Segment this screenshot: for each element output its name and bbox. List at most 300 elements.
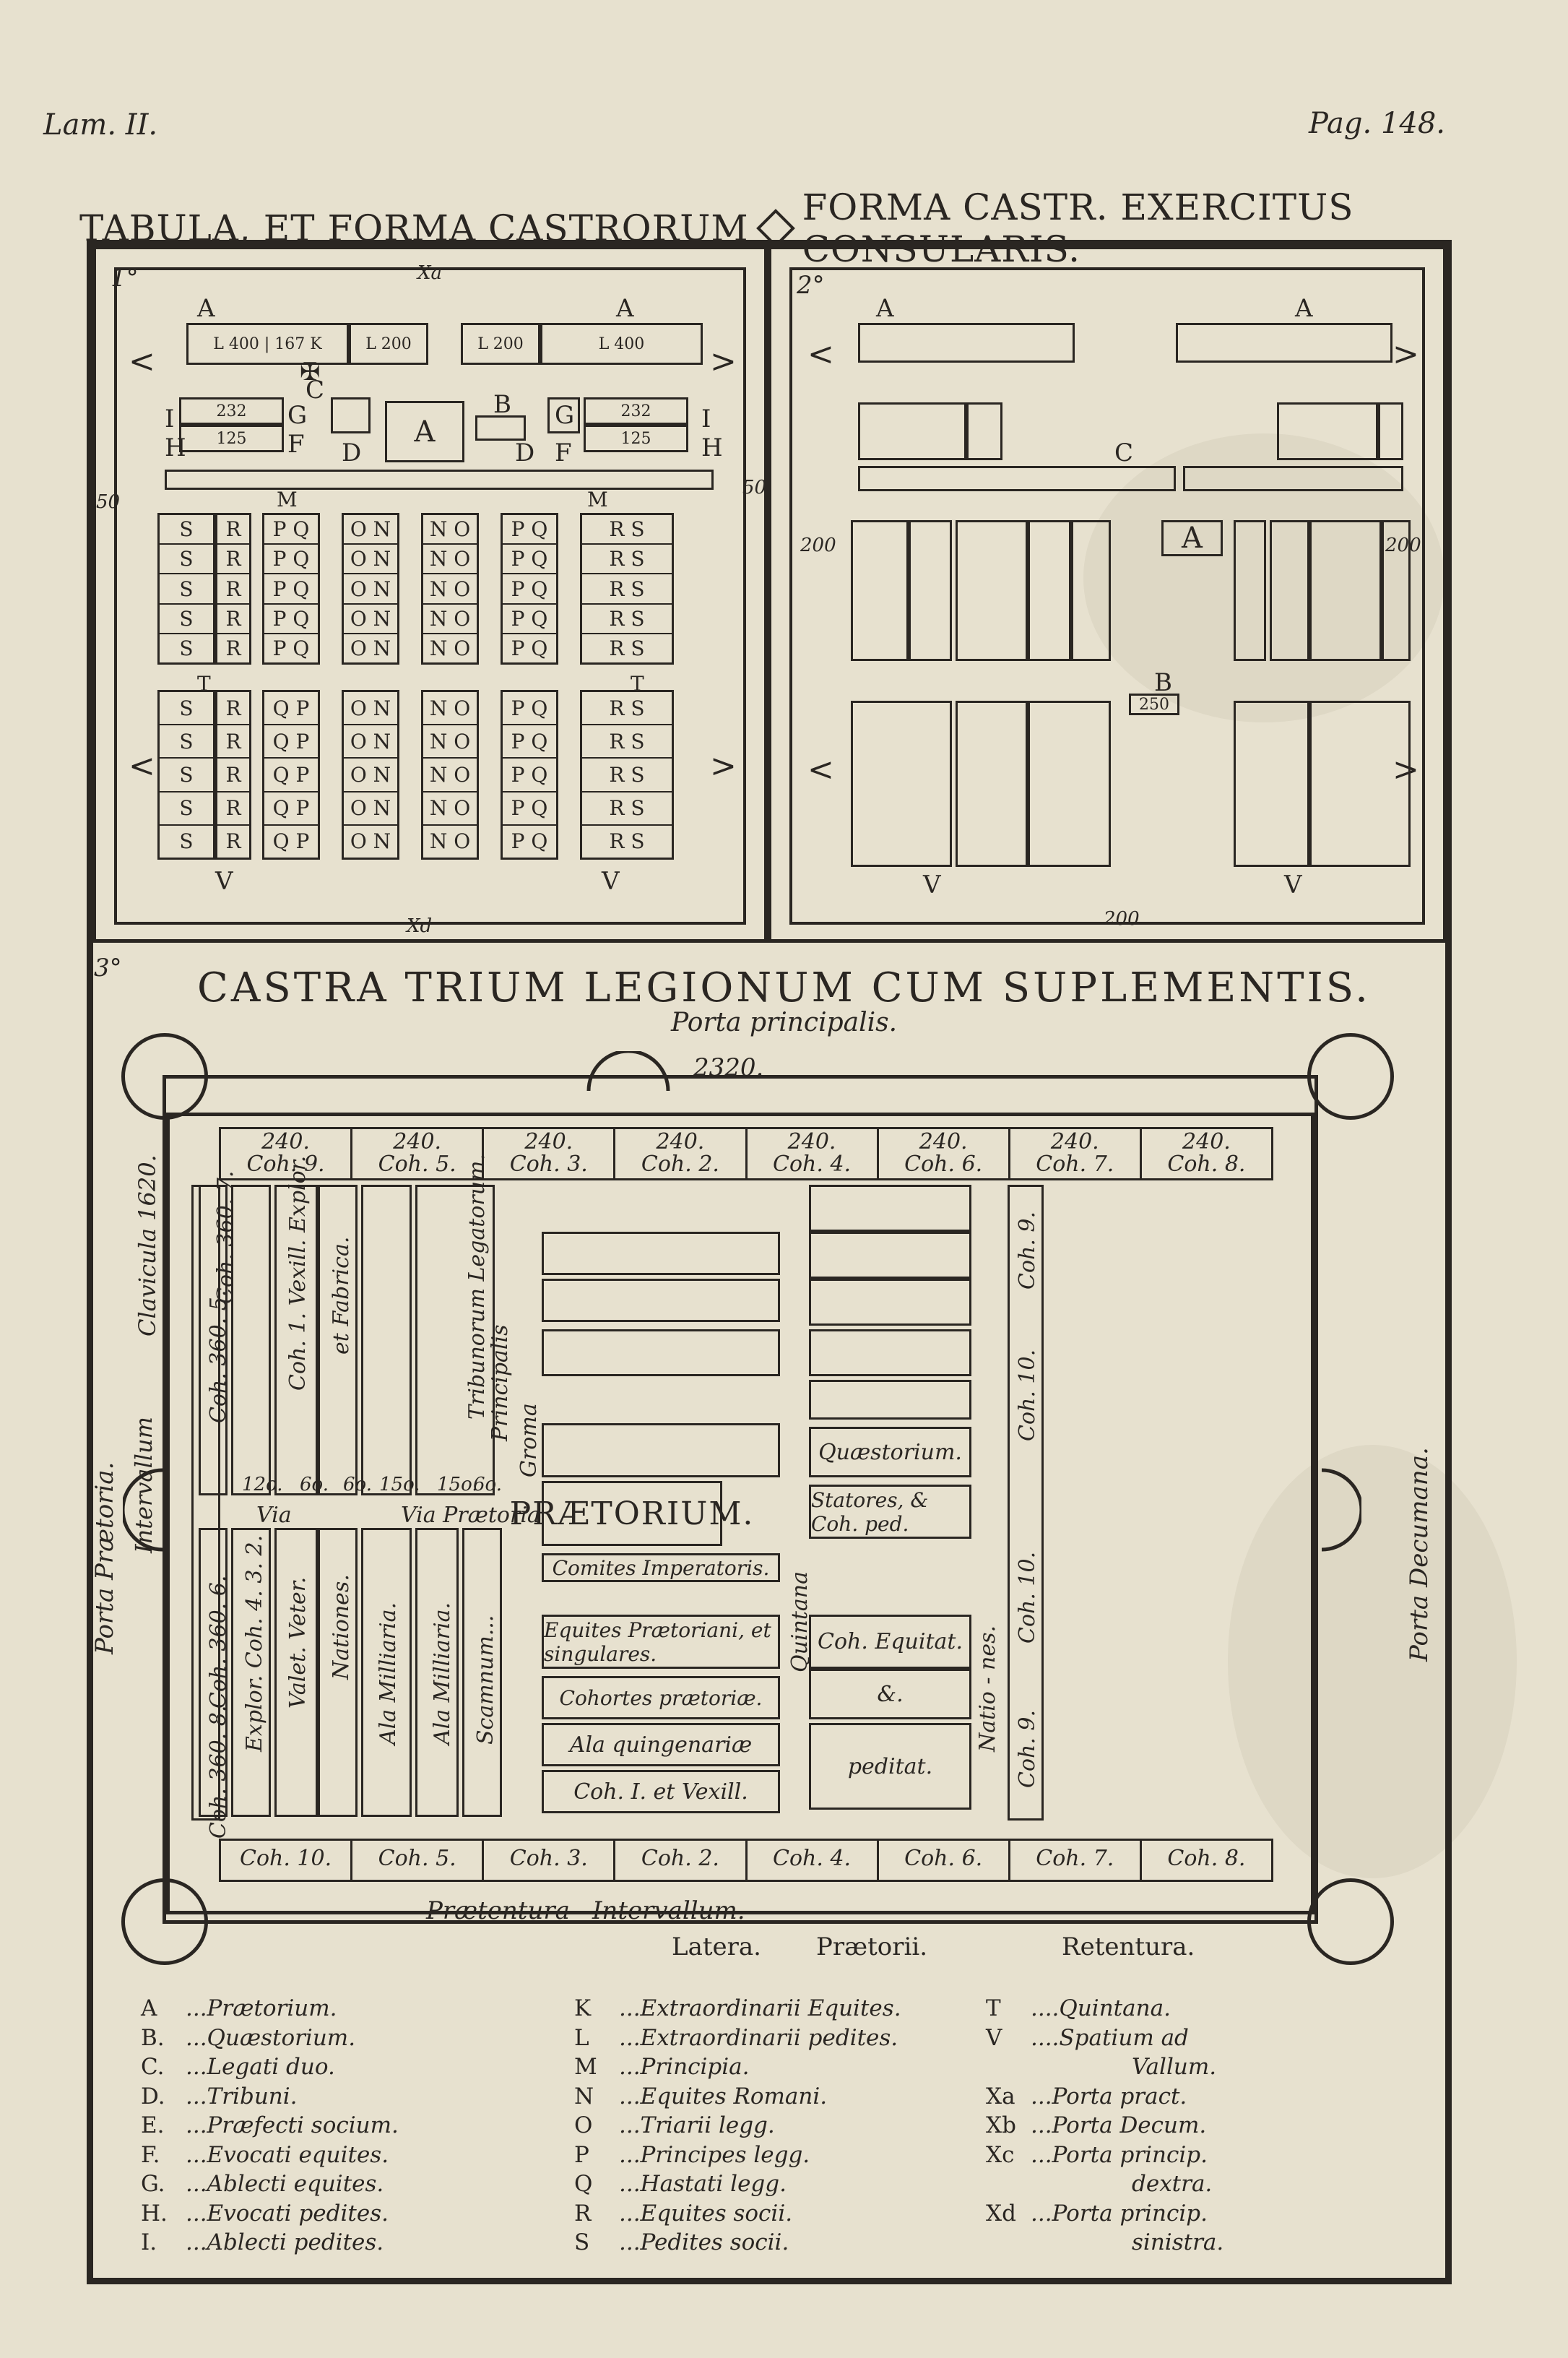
- clavicula-label: Clavicula 1620.: [134, 1154, 161, 1336]
- tent-block: 232: [179, 397, 284, 425]
- legend-value: ...Prætorium.: [186, 1995, 337, 2021]
- tent-block: 232: [584, 397, 688, 425]
- legend-value: ...Extraordinarii Equites.: [619, 1995, 901, 2021]
- title-left: TABULA, ET FORMA CASTRORUM: [79, 207, 749, 249]
- legend-row: [574, 2169, 901, 2199]
- cell: O N: [344, 515, 397, 545]
- panel-2: [768, 246, 1447, 943]
- legend-row: [986, 2169, 1223, 2199]
- legend-row: [141, 2228, 399, 2258]
- vertical-label: Coh. 9.: [1015, 1709, 1040, 1788]
- cell: R S: [582, 574, 672, 604]
- letter-a: A: [197, 294, 215, 323]
- legend-row: [141, 2052, 399, 2082]
- legend-value: ...Tribuni.: [186, 2083, 298, 2109]
- cell: N O: [423, 605, 477, 634]
- legend-key: D.: [141, 2083, 165, 2109]
- arrow-left-icon: <: [129, 748, 155, 785]
- legend-row: [986, 2111, 1223, 2141]
- legend-value: ...Hastati legg.: [619, 2171, 787, 2197]
- legend-key: [986, 2228, 1031, 2258]
- legend-value: ...Legati duo.: [186, 2054, 335, 2080]
- vertical-label: Coh. 360. 7.: [213, 1170, 238, 1304]
- letter-c: C: [306, 376, 325, 405]
- cohort-cell: [221, 1841, 352, 1880]
- legend-value: ...Ablecti equites.: [186, 2171, 384, 2197]
- cell: P Q: [503, 545, 556, 574]
- cohort-cell: [879, 1841, 1010, 1880]
- legend-row: [574, 2199, 901, 2229]
- legend-value: ...Porta princip.: [1031, 2200, 1208, 2227]
- letter-v: V: [1284, 871, 1302, 899]
- legend-key: [986, 2052, 1031, 2082]
- letter-b: B: [1154, 668, 1172, 697]
- cell: N O: [423, 793, 477, 826]
- cell: P Q: [503, 605, 556, 634]
- tent-block: [858, 402, 966, 460]
- panel-2-label: 2°: [797, 271, 825, 300]
- cell: P Q: [503, 574, 556, 604]
- praetorii-label: Prætorii.: [816, 1932, 928, 1961]
- legend-value: ...Ablecti pedites.: [186, 2229, 384, 2255]
- cohort-size: 240.: [1182, 1129, 1231, 1154]
- extraordinarii-block-left: L 400 | 167 K: [186, 323, 349, 365]
- porta-decumana-label: Porta Decumana.: [1405, 1447, 1434, 1662]
- letter-a: A: [616, 294, 634, 323]
- equites-praetoriani-block: Equites Prætoriani, et singulares.: [542, 1615, 780, 1669]
- cross-icon: ✠: [300, 358, 321, 386]
- vertical-label: Explor. Coh. 4. 3. 2.: [242, 1534, 267, 1752]
- title-right: FORMA CASTR. EXERCITUS CONSULARIS.: [802, 186, 1354, 270]
- via-label: Via: [256, 1503, 292, 1528]
- legend-key: I.: [141, 2229, 157, 2255]
- vertical-label: Coh. 9.: [1015, 1211, 1040, 1290]
- cell: Q P: [264, 692, 318, 725]
- corner-bastion: [1307, 1033, 1394, 1120]
- legend-row: [986, 1994, 1223, 2024]
- panel-3-label: 3°: [94, 954, 122, 982]
- cohort-cell: [1142, 1841, 1271, 1880]
- legion-col: [262, 690, 320, 860]
- legend-row: [141, 2024, 399, 2053]
- legion-col: [580, 690, 674, 860]
- legend-key: E.: [141, 2112, 165, 2138]
- cohort-name: Coh. 2.: [641, 1846, 719, 1871]
- legend-row: [141, 2082, 399, 2112]
- vertical-label: Natio - nes.: [975, 1625, 1000, 1752]
- legend-value: ...Triarii legg.: [619, 2112, 775, 2138]
- legend-key: Xa: [986, 2083, 1015, 2109]
- cell: R S: [582, 759, 672, 792]
- cell: R: [217, 515, 249, 545]
- legend-key: B.: [141, 2024, 165, 2051]
- cell: O N: [344, 545, 397, 574]
- legend-key: N: [574, 2083, 594, 2109]
- cell: R: [217, 725, 249, 759]
- legend-value: ...Quæstorium.: [186, 2024, 356, 2051]
- cell: Q P: [264, 725, 318, 759]
- arrow-right-icon: >: [1392, 336, 1419, 373]
- coh-vexill-block: Coh. I. et Vexill.: [542, 1770, 780, 1813]
- letter-d: D: [515, 439, 535, 467]
- cell: R: [217, 759, 249, 792]
- vertical-label: Tribunorum Legatorum.: [464, 1153, 490, 1420]
- legion-col: [501, 690, 558, 860]
- and-block: &.: [809, 1669, 971, 1719]
- cell: R S: [582, 605, 672, 634]
- vertical-label: Ala Milliaria.: [376, 1602, 401, 1745]
- legion-col: [215, 513, 251, 665]
- letter-g: G: [555, 401, 575, 430]
- cell: S: [160, 793, 213, 826]
- cell: R: [217, 692, 249, 725]
- letter-v: V: [215, 867, 233, 896]
- right-block: [809, 1185, 971, 1232]
- cell: O N: [344, 793, 397, 826]
- retentura-label: Retentura.: [1062, 1932, 1195, 1961]
- measure: 200: [1385, 535, 1421, 556]
- cell: O N: [344, 725, 397, 759]
- letter-v: V: [923, 871, 941, 899]
- arrow-right-icon: >: [710, 343, 737, 380]
- legend-key: L: [574, 2024, 589, 2051]
- legend-value: ...Evocati pedites.: [186, 2200, 389, 2227]
- via-praetoria-label: Via Prætoria: [401, 1503, 540, 1528]
- cell: P Q: [503, 759, 556, 792]
- legend-row: [141, 1994, 399, 2024]
- letter-m: M: [587, 488, 608, 511]
- center-block: [542, 1329, 780, 1376]
- camp-column: [1309, 701, 1411, 867]
- vertical-label: Scamnum...: [473, 1615, 498, 1745]
- letter-m: M: [277, 488, 298, 511]
- legion-col: [157, 513, 215, 665]
- camp-column: [851, 701, 952, 867]
- panel-3-title: CASTRA TRIUM LEGIONUM CUM SUPLEMENTIS.: [197, 964, 1371, 1011]
- legend-key: Xc: [986, 2141, 1015, 2168]
- cell: Q P: [264, 759, 318, 792]
- cohort-row-bottom: [219, 1839, 1273, 1882]
- gate-arc: [1318, 1467, 1361, 1553]
- cell: O N: [350, 636, 391, 660]
- vertical-label: Coh. 1. Vexill. Explor.: [285, 1155, 311, 1391]
- cohort-size: 240.: [1050, 1129, 1099, 1154]
- legend-key: O: [574, 2112, 593, 2138]
- measure: 50: [96, 491, 121, 513]
- camp-column: [851, 520, 909, 661]
- cohort-cell: [615, 1841, 747, 1880]
- panel-1-label: 1°: [111, 264, 139, 293]
- cohort-name: Coh. 10.: [240, 1846, 332, 1871]
- cohort-name: Coh. 6.: [904, 1846, 983, 1871]
- legend-value: ...Principes legg.: [619, 2141, 810, 2168]
- legend-key: T: [986, 1995, 1001, 2021]
- cohort-cell: [484, 1841, 615, 1880]
- vertical-label: Coh. 10.: [1015, 1349, 1040, 1441]
- legend-col-3: [986, 1994, 1223, 2258]
- vertical-label: Principalis: [488, 1324, 513, 1441]
- cohort-cell: [615, 1129, 747, 1178]
- legend-key: M: [574, 2054, 597, 2080]
- letter-b: B: [493, 390, 511, 419]
- letter-t: T: [197, 672, 211, 696]
- cohort-name: Coh. 6.: [904, 1152, 983, 1177]
- legend-key: H.: [141, 2200, 168, 2227]
- cohort-name: Coh. 3.: [509, 1152, 588, 1177]
- legion-col: [421, 690, 479, 860]
- porta-praetoria-label: Porta Prætoria.: [90, 1461, 119, 1654]
- latera-label: Latera.: [672, 1932, 761, 1961]
- legend-row: [141, 2141, 399, 2170]
- cell: S: [179, 829, 194, 854]
- measure: 12o.: [242, 1474, 283, 1495]
- arrow-left-icon: <: [807, 336, 834, 373]
- legend-key: P: [574, 2141, 589, 2168]
- principia-strip: [858, 466, 1176, 491]
- legend-row: [141, 2199, 399, 2229]
- legend-value: ...Porta princip.: [1031, 2141, 1208, 2168]
- letter-c: C: [1114, 439, 1134, 467]
- quaestorium-block: Quæstorium.: [809, 1427, 971, 1477]
- right-block: [809, 1279, 971, 1326]
- letter-v: V: [602, 867, 620, 896]
- letter-g: G: [287, 401, 308, 430]
- legion-col: [580, 513, 674, 665]
- cell: P Q: [511, 829, 548, 854]
- vertical-block: [231, 1185, 271, 1495]
- cell: R S: [582, 793, 672, 826]
- cohort-cell: [1010, 1841, 1142, 1880]
- camp-column: [1234, 701, 1309, 867]
- legend-key: C.: [141, 2054, 165, 2080]
- measure: 15o.: [437, 1474, 478, 1495]
- extraordinarii-block: L 200: [461, 323, 540, 365]
- camp-column: [1309, 520, 1382, 661]
- cohort-name: Coh. 5.: [378, 1846, 456, 1871]
- statores-block: Statores, & Coh. ped.: [809, 1485, 971, 1539]
- cohort-size: 240.: [919, 1129, 968, 1154]
- legend-value: ...Equites socii.: [619, 2200, 793, 2227]
- legend-key: S: [574, 2229, 590, 2255]
- vertical-label: Ala Milliaria.: [430, 1602, 455, 1745]
- legend-value: ....Quintana.: [1031, 1995, 1171, 2021]
- camp-column: [1382, 520, 1411, 661]
- center-block: [542, 1232, 780, 1275]
- legend-value: ...Præfecti socium.: [186, 2112, 399, 2138]
- right-block: [809, 1329, 971, 1376]
- measure: 2320.: [693, 1053, 764, 1082]
- tent-block: [331, 397, 371, 433]
- panel-1: [92, 246, 768, 943]
- cell: O N: [344, 692, 397, 725]
- vertical-label: Coh. 360. 6.: [206, 1575, 231, 1709]
- cohort-name: Coh. 8.: [1167, 1846, 1246, 1871]
- cell: S: [160, 605, 213, 634]
- camp-column: [956, 520, 1028, 661]
- legion-col: [215, 690, 251, 860]
- vertical-block: [361, 1185, 412, 1495]
- tent-block: 125: [179, 425, 284, 452]
- cell: P Q: [503, 692, 556, 725]
- legend-row: [141, 2111, 399, 2141]
- measure: 50: [742, 477, 767, 498]
- cell: O N: [344, 574, 397, 604]
- cohort-size: 240.: [524, 1129, 573, 1154]
- camp-column: [1028, 701, 1111, 867]
- legend-key: Q: [574, 2171, 593, 2197]
- legend-value: sinistra.: [1132, 2229, 1224, 2255]
- vertical-label: Nationes.: [329, 1574, 354, 1680]
- legend-row: [986, 2052, 1223, 2082]
- legend-row: [574, 2228, 901, 2258]
- legend-key: Xd: [986, 2200, 1016, 2227]
- legend-key: K: [574, 1995, 592, 2021]
- vertical-label: Valet. Veter.: [285, 1576, 311, 1709]
- arrow-left-icon: <: [807, 751, 834, 788]
- legend-row: [574, 2024, 901, 2053]
- legend-row: [986, 2199, 1223, 2229]
- measure: 6o.: [300, 1474, 329, 1495]
- cell: R S: [582, 692, 672, 725]
- legend-key: G.: [141, 2171, 165, 2197]
- extraordinarii-block-right: [1176, 323, 1392, 363]
- legend-value: ....Spatium ad: [1031, 2024, 1189, 2051]
- legend-row: [986, 2228, 1223, 2258]
- letter-h: H: [165, 433, 186, 462]
- legend-key: [986, 2169, 1031, 2199]
- cell: R: [217, 574, 249, 604]
- tent-block: [547, 397, 580, 433]
- legend-row: [986, 2141, 1223, 2170]
- cell: P Q: [264, 545, 318, 574]
- cell: R: [217, 793, 249, 826]
- legend-key: A: [141, 1995, 157, 2021]
- legend-row: [574, 2052, 901, 2082]
- cohort-cell: [748, 1841, 879, 1880]
- porta-principalis-label: Porta principalis.: [670, 1008, 898, 1037]
- cell: N O: [423, 692, 477, 725]
- camp-column: [956, 701, 1028, 867]
- cohort-name: Coh. 5.: [378, 1152, 456, 1177]
- legend-value: ...Equites Romani.: [619, 2083, 828, 2109]
- cell: Q P: [272, 829, 310, 854]
- vertical-label: et Fabrica.: [329, 1236, 354, 1355]
- right-block: [809, 1380, 971, 1420]
- legend-key: F.: [141, 2141, 160, 2168]
- measure: 15o.: [379, 1474, 420, 1495]
- legend-row: [574, 2141, 901, 2170]
- cohort-size: 240.: [393, 1129, 442, 1154]
- legend-value: ...Pedites socii.: [619, 2229, 789, 2255]
- cohort-name: Coh. 3.: [509, 1846, 588, 1871]
- vertical-label: Quintana: [787, 1571, 813, 1672]
- measure: 6o.: [343, 1474, 373, 1495]
- cell: R S: [582, 545, 672, 574]
- cohort-cell: [748, 1129, 879, 1178]
- quaestorium-block: 250: [1129, 694, 1179, 715]
- legend-value: ...Extraordinarii pedites.: [619, 2024, 898, 2051]
- cohort-name: Coh. 7.: [1036, 1846, 1114, 1871]
- cohort-name: Coh. 7.: [1036, 1152, 1114, 1177]
- measure: 200: [1104, 908, 1140, 930]
- cell: R S: [582, 515, 672, 545]
- praetorium-block: PRÆTORIUM.: [542, 1481, 722, 1546]
- principia-strip: [165, 470, 714, 490]
- cell: P Q: [503, 515, 556, 545]
- arrow-right-icon: >: [710, 748, 737, 785]
- cell: P Q: [503, 793, 556, 826]
- legion-col: [342, 690, 399, 860]
- cell: P Q: [503, 725, 556, 759]
- letter-d: D: [342, 439, 362, 467]
- block-label: 167 K: [274, 334, 322, 353]
- cell: N O: [429, 829, 471, 854]
- measure: 6o.: [473, 1474, 503, 1495]
- cohort-size: 240.: [787, 1129, 836, 1154]
- plate-number: Lam. II.: [43, 108, 158, 142]
- legend-row: [574, 2111, 901, 2141]
- comites-block: Comites Imperatoris.: [542, 1553, 780, 1582]
- cell: N O: [423, 515, 477, 545]
- letter-a: A: [1295, 294, 1313, 323]
- camp-column: [1234, 520, 1266, 661]
- extraordinarii-block: L 200: [349, 323, 428, 365]
- camp-column: [1071, 520, 1111, 661]
- cell: R S: [582, 725, 672, 759]
- legend-col-1: [141, 1994, 399, 2258]
- cell: R S: [609, 636, 645, 660]
- cell: P Q: [264, 605, 318, 634]
- cell: N O: [423, 574, 477, 604]
- cell: P Q: [511, 636, 548, 660]
- cell: O N: [344, 759, 397, 792]
- praetentura-label: Prætentura: [426, 1896, 570, 1925]
- cell: S: [160, 759, 213, 792]
- cell: R: [225, 829, 241, 854]
- vertical-label: Coh. 360. 5.: [206, 1290, 231, 1423]
- tent-block: [1378, 402, 1403, 460]
- cell: P Q: [264, 574, 318, 604]
- cohort-name: Coh. 2.: [641, 1152, 719, 1177]
- cell: O N: [350, 829, 391, 854]
- cell: N O: [423, 545, 477, 574]
- cohort-size: 240.: [261, 1129, 310, 1154]
- legend-value: Vallum.: [1132, 2054, 1217, 2080]
- letter-a: A: [876, 294, 894, 323]
- legend-row: [574, 1994, 901, 2024]
- intervallum-bottom-label: Intervallum.: [592, 1896, 745, 1925]
- vertical-label: Coh. 360. 8.: [206, 1705, 231, 1839]
- legend-row: [986, 2082, 1223, 2112]
- cell: P Q: [264, 515, 318, 545]
- coh-equitat-block: Coh. Equitat.: [809, 1615, 971, 1669]
- cell: N O: [423, 759, 477, 792]
- cell: N O: [429, 636, 471, 660]
- legend-col-2: [574, 1994, 901, 2258]
- extraordinarii-block-left: [858, 323, 1075, 363]
- cell: N O: [423, 725, 477, 759]
- ala-quingenariae-block: Ala quingenariæ: [542, 1723, 780, 1766]
- extraordinarii-block-right: L 400: [540, 323, 703, 365]
- cohortes-praetoriae-block: Cohortes prætoriæ.: [542, 1676, 780, 1719]
- cell: S: [160, 574, 213, 604]
- cell: R: [217, 545, 249, 574]
- cell: O N: [344, 605, 397, 634]
- cohort-cell: [879, 1129, 1010, 1178]
- cohort-name: Coh. 9.: [246, 1152, 325, 1177]
- tent-block: [1277, 402, 1378, 460]
- legend-value: ...Porta Decum.: [1031, 2112, 1207, 2138]
